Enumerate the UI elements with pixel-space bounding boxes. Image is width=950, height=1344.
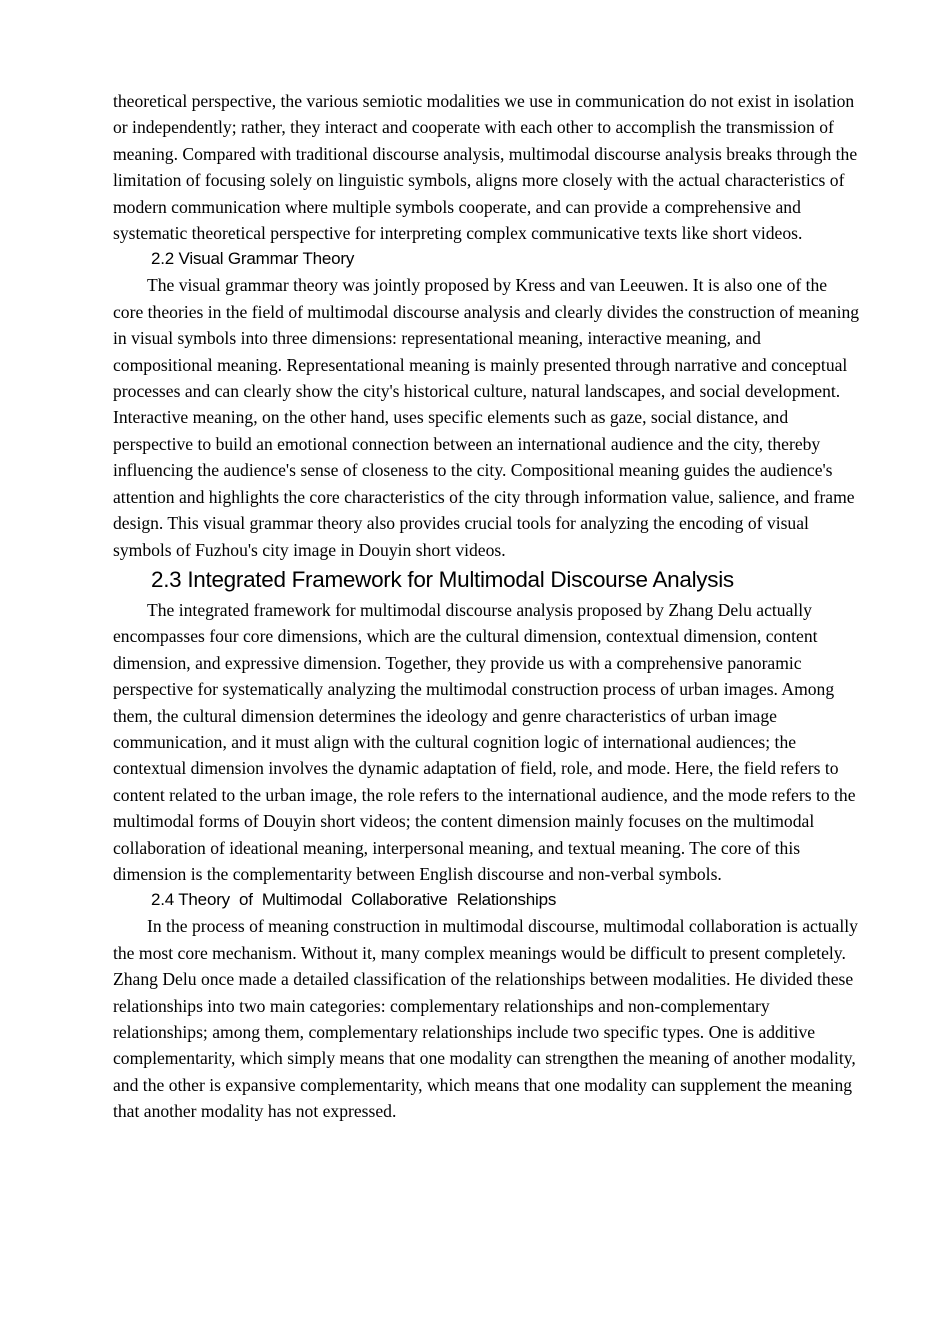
section-heading-2-2: 2.2 Visual Grammar Theory <box>151 249 355 269</box>
section-2-4 <box>113 887 861 1124</box>
intro-paragraph: theoretical perspective, the various semiotic modalities we use in communication do not exist in isolation or independently; rather, they interact and cooperate with each other to accomplish the transmission of meaning. Compared with traditional discourse analysis, multimodal discourse analysis breaks through the limitation of focusing solely on linguistic symbols, aligns more closely with the actual characteristics of modern communication where multiple symbols cooperate, and can provide a comprehensive and systematic theoretical perspective for interpreting complex communicative texts like short videos. <box>113 91 858 244</box>
document-page <box>113 88 861 1125</box>
section-heading-2-3: 2.3 Integrated Framework for Multimodal Discourse Analysis <box>151 566 734 592</box>
section-body-2-3: The integrated framework for multimodal discourse analysis proposed by Zhang Delu actually encompasses four core dimensions, which are the cultural dimension, contextual dimension, content dimension, and expressive dimension. Together, they provide us with a comprehensive panoramic perspective for systematically analyzing the multimodal construction process of urban images. Among them, the cultural dimension determines the ideology and genre characteristics of urban image communication, and it must align with the cultural cognition logic of international audiences; the contextual dimension involves the dynamic adaptation of field, role, and mode. Here, the field refers to content related to the urban image, the role refers to the international audience, and the mode refers to the multimodal forms of Douyin short videos; the content dimension mainly focuses on the multimodal collaboration of ideational meaning, interpersonal meaning, and textual meaning. The core of this dimension is the complementarity between English discourse and non-verbal symbols. <box>113 599 856 884</box>
section-body-2-2: The visual grammar theory was jointly proposed by Kress and van Leeuwen. It is also one of the core theories in the field of multimodal discourse analysis and clearly divides the construction of meaning in visual symbols into three dimensions: representational meaning, interactive meaning, and compositional meaning. Representational meaning is mainly presented through narrative and conceptual processes and can clearly show the city's historical culture, natural landscapes, and social development. Interactive meaning, on the other hand, uses specific elements such as gaze, social distance, and perspective to build an emotional connection between an international audience and the city, thereby influencing the audience's sense of closeness to the city. Compositional meaning guides the audience's attention and highlights the core characteristics of the city through information value, salience, and frame design. This visual grammar theory also provides crucial tools for analyzing the encoding of visual symbols of Fuzhou's city image in Douyin short videos. <box>113 275 860 560</box>
section-heading-2-4: 2.4 Theory of Multimodal Collaborative Relationships <box>151 890 557 910</box>
section-2-2 <box>113 246 861 562</box>
section-body-2-4: In the process of meaning construction in multimodal discourse, multimodal collaboration is actually the most core mechanism. Without it, many complex meanings would be difficult to present completely. Zhang Delu once made a detailed classification of the relationships between modalities. He divided these relationships into two main categories: complementary relationships and non-complementary relationships; among them, complementary relationships include two specific types. One is additive complementarity, which simply means that one modality can strengthen the meaning of another modality, and the other is expansive complementarity, which means that one modality can supplement the meaning that another modality has not expressed. <box>113 916 858 1122</box>
section-2-3 <box>113 563 861 887</box>
